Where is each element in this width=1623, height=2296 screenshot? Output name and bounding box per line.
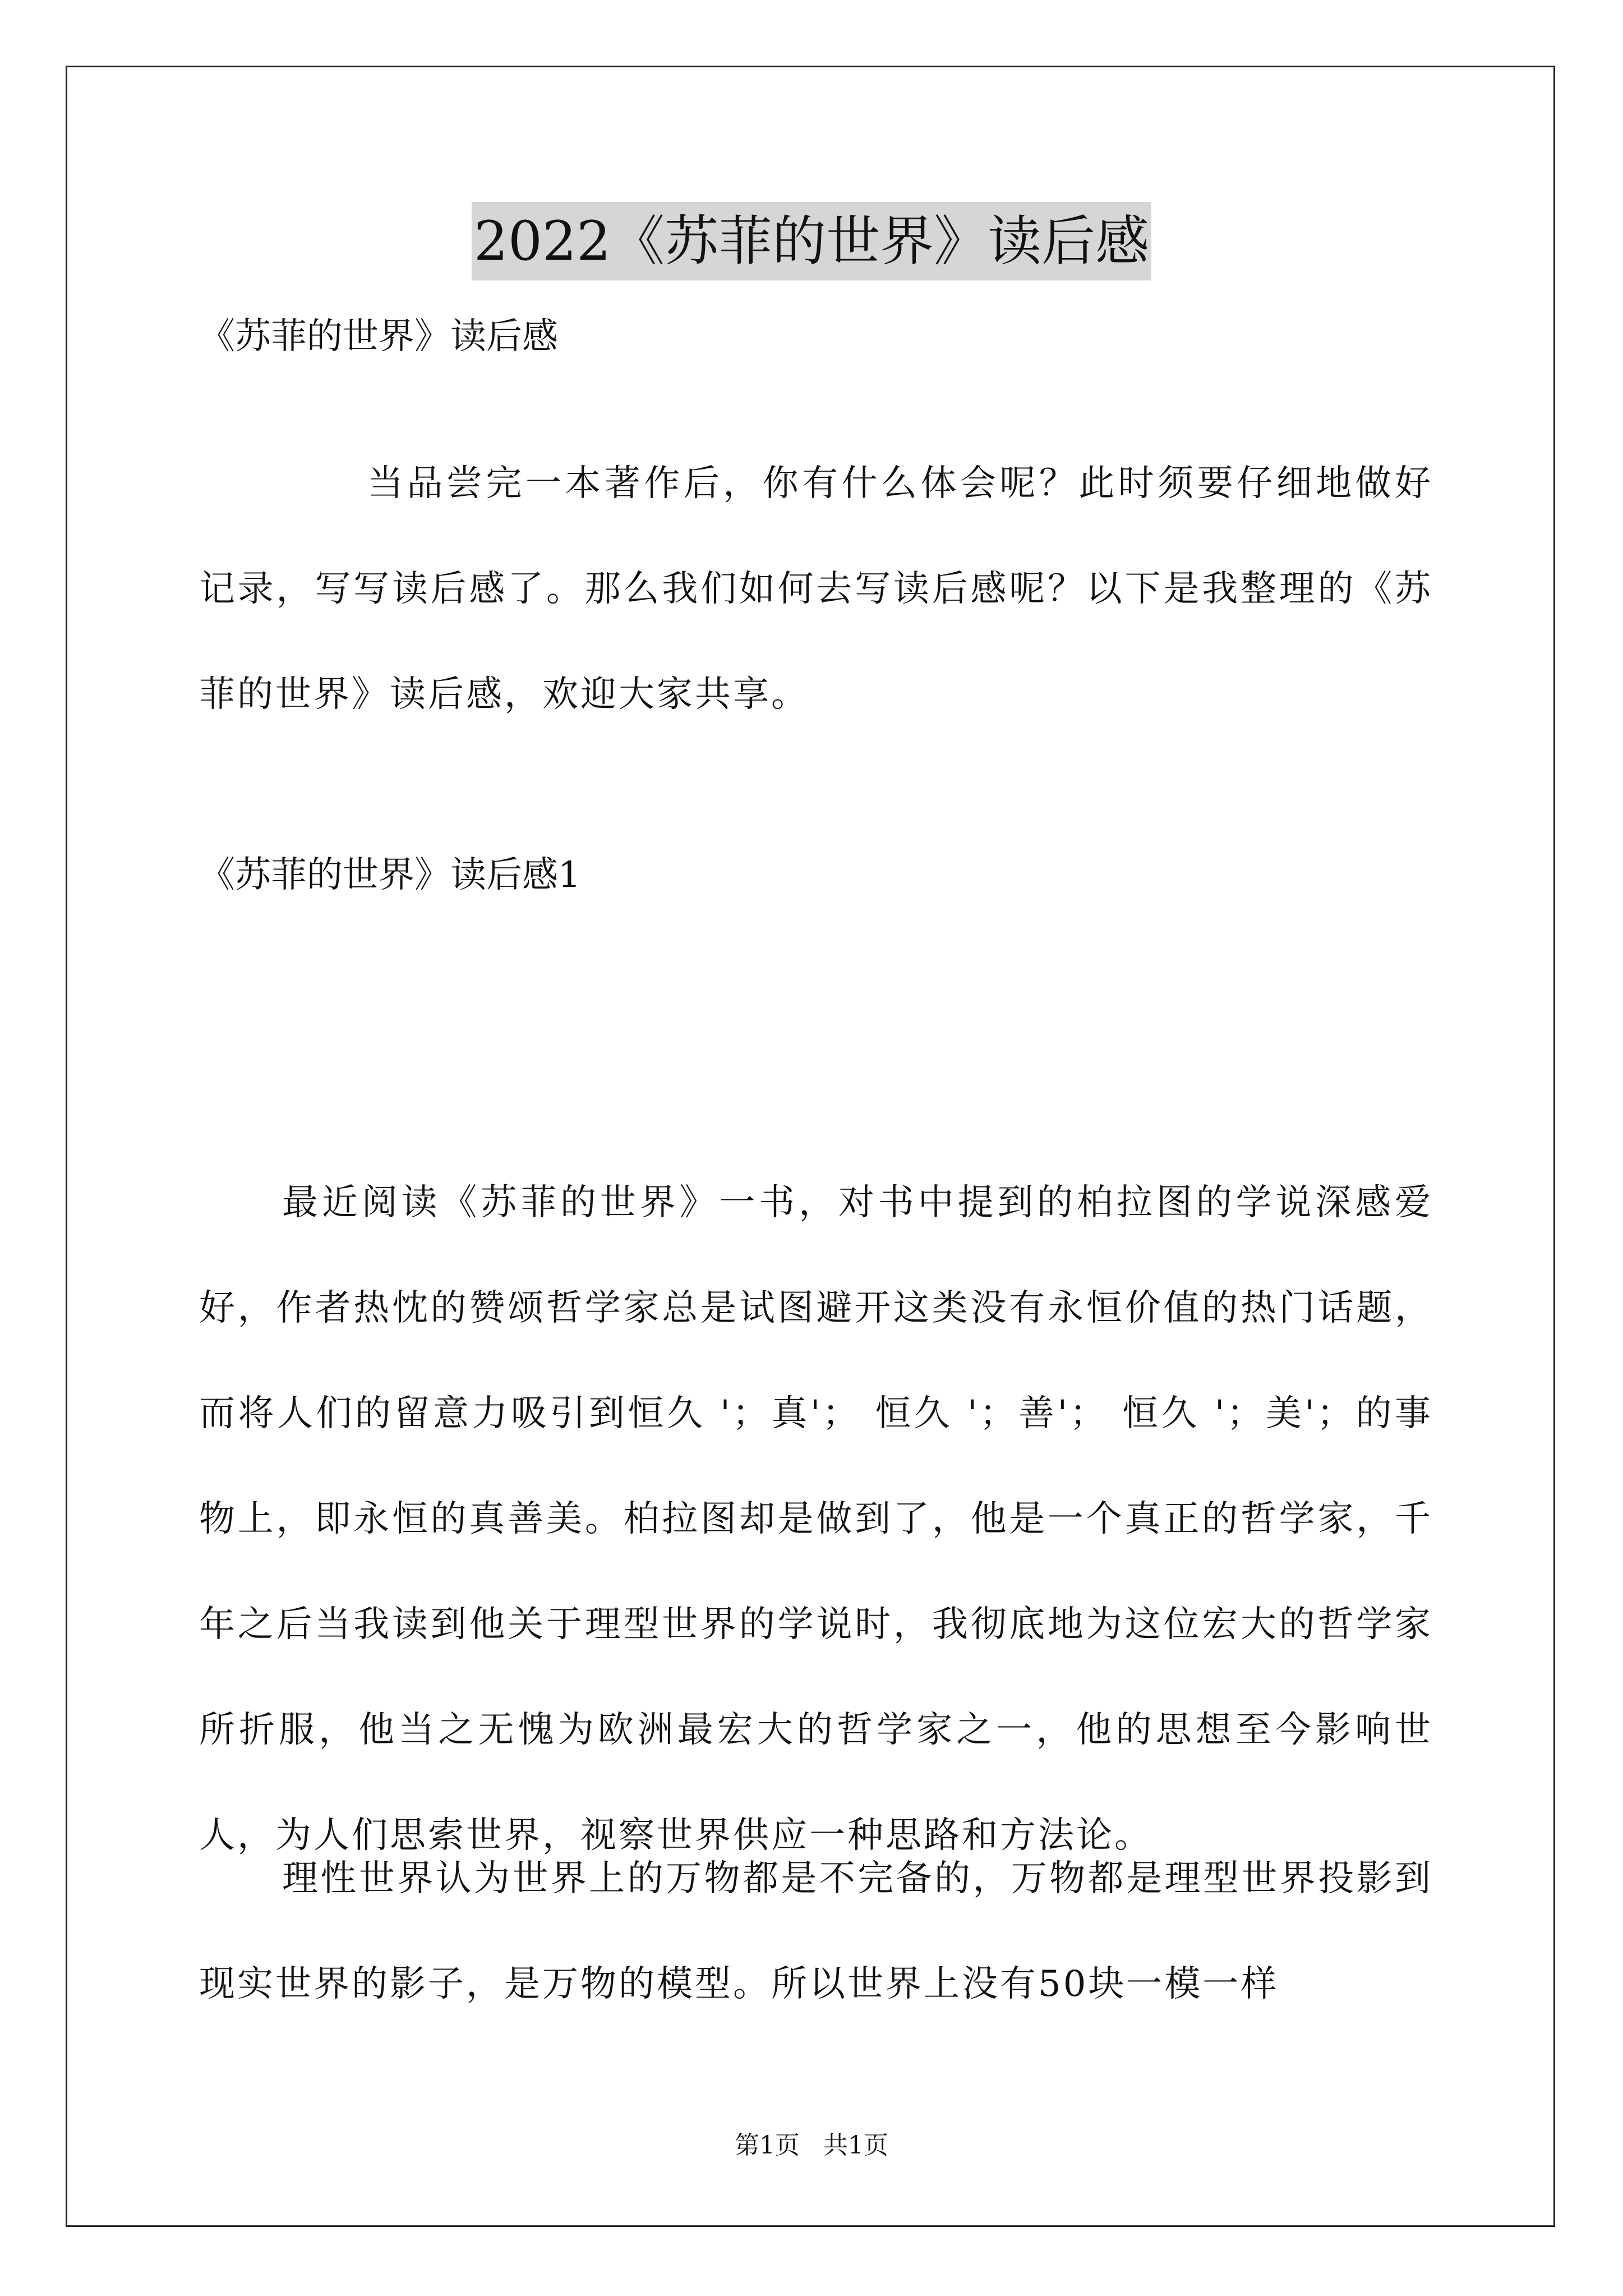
section-heading: 《苏菲的世界》读后感1 [199, 854, 581, 896]
document-subtitle: 《苏菲的世界》读后感 [199, 316, 558, 357]
body-paragraph-1: 最近阅读《苏菲的世界》一书，对书中提到的柏拉图的学说深感爱好，作者热忱的赞颂哲学家总是试图避开这类没有永恒价值的热门话题，而将人们的留意力吸引到恒久 '；真'； 恒久 '；善'； 恒久 '；美'；的事物上，即永恒的真善美。柏拉图却是做到了，他是一个真正的哲学家，千年之后当我读到他关于理型世界的学说时，我彻底地为这位宏大的哲学家所折服，他当之无愧为欧洲最宏大的哲学家之一，他的思想至今影响世人，为人们思索世界，视察世界供应一种思路和方法论。 [199, 1182, 1433, 1856]
body-paragraph-2: 理性世界认为世界上的万物都是不完备的，万物都是理型世界投影到现实世界的影子，是万物的模型。所以世界上没有50块一模一样 [199, 1858, 1433, 2005]
page-footer: 第1页 共1页 [735, 2131, 888, 2160]
document-title: 2022《苏菲的世界》读后感 [472, 202, 1151, 280]
title-container [0, 202, 1623, 280]
intro-paragraph: 当品尝完一本著作后，你有什么体会呢？此时须要仔细地做好记录，写写读后感了。那么我们如何去写读后感呢？以下是我整理的《苏菲的世界》读后感，欢迎大家共享。 [199, 463, 1433, 715]
